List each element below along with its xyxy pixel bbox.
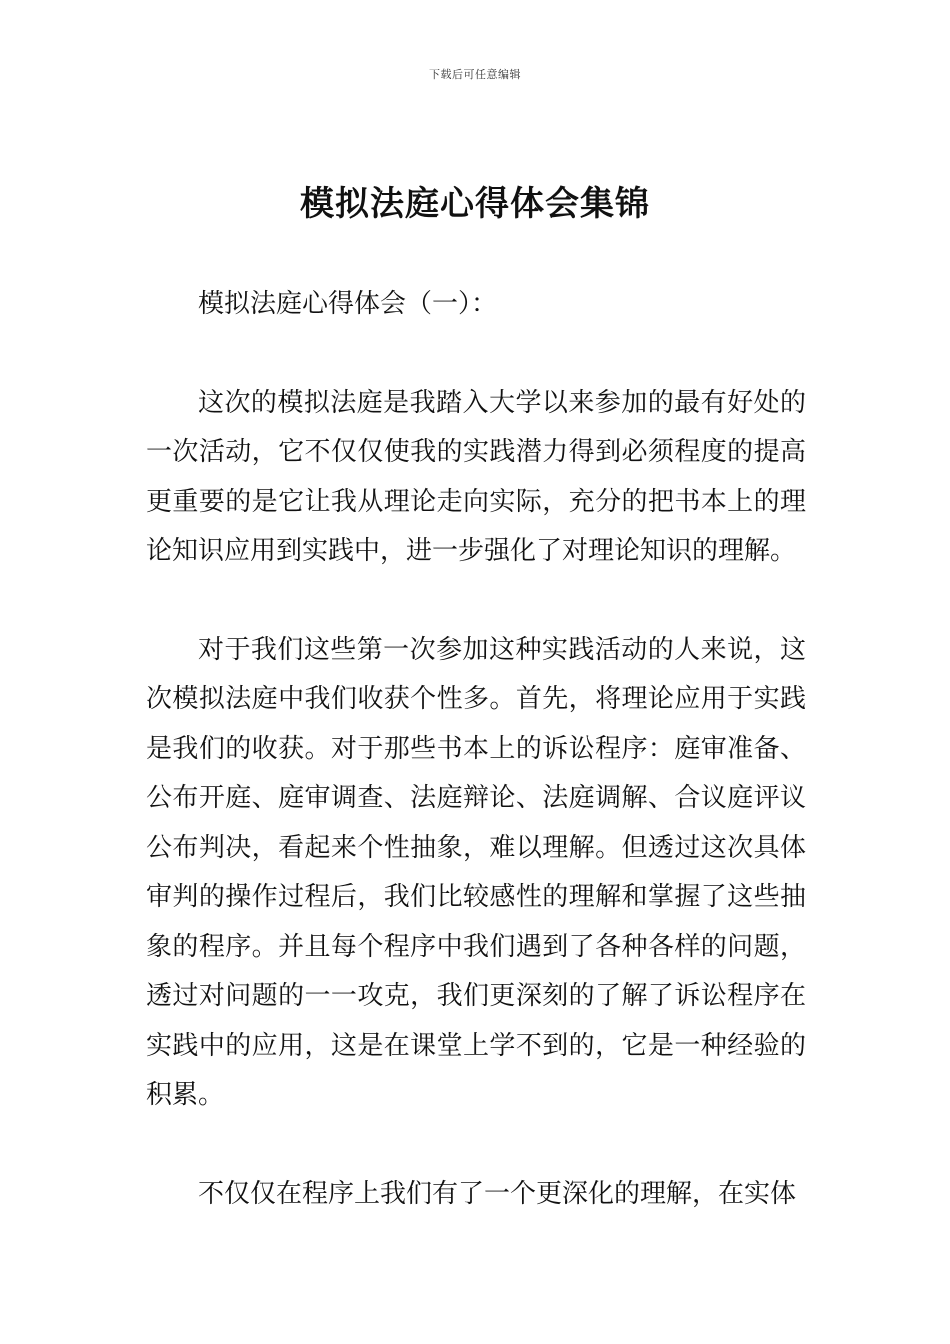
paragraph-3: 不仅仅在程序上我们有了一个更深化的理解，在实体 xyxy=(198,1178,797,1209)
paragraph-2: 对于我们这些第一次参加这种实践活动的人来说，这次模拟法庭中我们收获个性多。首先，将理论应用于实践是我们的收获。对于那些书本上的诉讼程序：庭审准备、公布开庭、庭审调查、法庭辩论、法庭调解、合议庭评议公布判决，看起来个性抽象，难以理解。但透过这次具体审判的操作过程后，我们比较感性的理解和掌握了这些抽象的程序。并且每个程序中我们遇到了各种各样的问题，透过对问题的一一攻克，我们更深刻的了解了诉讼程序在实践中的应用，这是在课堂上学不到的，它是一种经验的积累。 xyxy=(146,634,806,1110)
paragraph-1: 这次的模拟法庭是我踏入大学以来参加的最有好处的一次活动，它不仅仅使我的实践潜力得到必须程度的提高更重要的是它让我从理论走向实际，充分的把书本上的理论知识应用到实践中，进一步强化了对理论知识的理解。 xyxy=(146,387,806,566)
document-body xyxy=(146,280,806,1219)
document-title: 模拟法庭心得体会集锦 xyxy=(300,184,650,224)
header-note: 下载后可任意编辑 xyxy=(429,68,521,81)
section-label: 模拟法庭心得体会（一）： xyxy=(198,289,498,319)
